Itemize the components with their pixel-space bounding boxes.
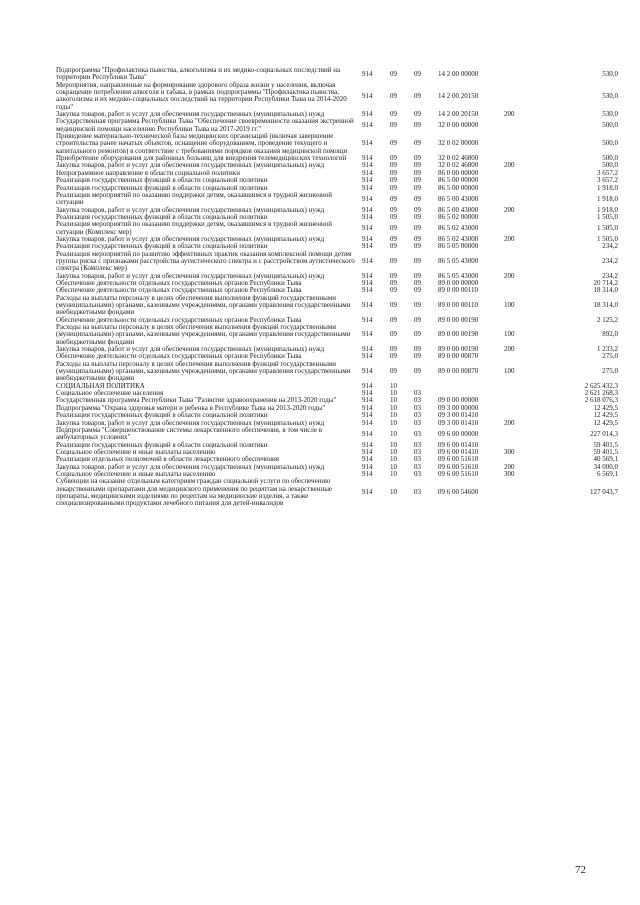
row-expense-type	[504, 118, 534, 133]
row-sum: 1 918,0	[597, 183, 618, 192]
row-name: СОЦИАЛЬНАЯ ПОЛИТИКА	[56, 381, 145, 390]
row-name: Подпрограмма "Охрана здоровья матери и ребенка в Республике Тыва на 2013-2020 годы"	[56, 403, 326, 412]
row-target: 09 0 00 00000	[438, 396, 479, 405]
row-expense-type	[504, 221, 534, 236]
row-sum: 1 918,0	[597, 205, 618, 214]
row-section: 09	[390, 194, 397, 203]
row-target: 89 0 00 00190	[438, 330, 479, 339]
row-expense-type: 100	[504, 330, 515, 339]
row-code: 914	[362, 301, 373, 309]
row-section: 09	[390, 242, 397, 251]
row-sum: 500,0	[602, 161, 618, 170]
row-expense-type	[504, 67, 534, 82]
row-sum: 234,2	[602, 271, 618, 280]
row-section: 10	[390, 418, 397, 427]
table-row	[56, 192, 618, 207]
row-section: 10	[390, 455, 397, 464]
row-code: 914	[362, 286, 373, 295]
row-section: 09	[390, 234, 397, 243]
row-expense-type: 200	[504, 418, 515, 427]
row-target: 09 6 00 51610	[438, 462, 479, 471]
row-expense-type	[504, 478, 534, 507]
row-code: 914	[362, 462, 373, 471]
row-code: 914	[362, 345, 373, 354]
row-sum: 2 125,2	[597, 315, 618, 324]
row-name: Государственная программа Республики Тыва "Развитие здравоохранения на 2013-2020 годы"	[56, 396, 337, 405]
row-target: 89 0 00 00870	[438, 352, 479, 361]
row-subsection: 09	[414, 271, 421, 280]
row-sum: 59 401,5	[593, 440, 618, 449]
row-expense-type	[504, 353, 534, 360]
row-subsection: 09	[414, 212, 421, 221]
row-subsection: 03	[414, 455, 421, 464]
row-target: 86 5 05 43000	[438, 271, 479, 280]
row-name: Обеспечение деятельности отдельных государственных органов Республики Тыва	[56, 352, 302, 361]
row-name: Закупка товаров, работ и услуг для обеспечения государственных (муниципальных) нужд	[56, 271, 325, 280]
row-code: 914	[362, 352, 373, 361]
row-name: Закупка товаров, работ и услуг для обеспечения государственных (муниципальных) нужд	[56, 110, 325, 119]
row-code: 914	[362, 176, 373, 185]
row-target: 09 3 00 00000	[438, 403, 479, 412]
row-name: Обеспечение деятельности отдельных государственных органов Республики Тыва	[56, 286, 302, 295]
row-name: Закупка товаров, работ и услуг для обеспечения государственных (муниципальных) нужд	[56, 161, 325, 170]
row-target: 09 6 00 51610	[438, 469, 479, 478]
row-section: 09	[390, 367, 397, 376]
row-subsection: 03	[414, 469, 421, 478]
row-subsection: 09	[414, 168, 421, 177]
row-sum: 500,0	[602, 154, 618, 163]
row-code: 914	[362, 403, 373, 412]
page-number: 72	[575, 864, 586, 876]
row-section: 09	[390, 69, 397, 78]
row-subsection: 09	[414, 69, 421, 78]
row-name: Обеспечение деятельности отдельных государственных органов Республики Тыва	[56, 278, 302, 287]
row-code: 914	[362, 278, 373, 287]
row-code: 914	[362, 110, 373, 119]
row-subsection: 09	[414, 278, 421, 287]
row-name: Реализация мероприятий по оказанию поддержки детям, оказавшимся в трудной жизненной ситуации (Комплекс мер)	[56, 220, 332, 236]
row-section: 09	[390, 330, 397, 339]
row-expense-type	[504, 390, 534, 397]
row-target: 86 5 02 43000	[438, 234, 479, 243]
row-name: Подпрограмма "Совершенствование системы лекарственного обеспечения, в том числе в амбулаторных условиях"	[56, 425, 322, 442]
row-name: Реализация государственных функций в области социальной политики	[56, 183, 268, 192]
row-subsection: 09	[414, 183, 421, 192]
row-name: Реализация отдельных полномочий в области лекарственного обеспечения	[56, 455, 279, 464]
row-sum: 2 618 076,3	[584, 396, 618, 405]
row-code: 914	[362, 194, 373, 203]
row-subsection: 09	[414, 242, 421, 251]
row-target: 86 5 00 43000	[438, 205, 479, 214]
row-code: 914	[362, 440, 373, 449]
row-section: 10	[390, 488, 397, 497]
row-sum: 12 429,5	[593, 403, 618, 412]
row-section: 10	[390, 447, 397, 456]
row-code: 914	[362, 154, 373, 163]
row-target: 86 5 05 00000	[438, 242, 479, 251]
row-name: Реализация мероприятий по развитию эффективных практик оказания комплексной помощи детям группы риска с признаками расстройства аутистического спектра и с расстройством аутистического спектра (Комплекс мер)	[56, 249, 355, 273]
row-expense-type	[504, 82, 534, 111]
row-section: 09	[390, 212, 397, 221]
row-name: Закупка товаров, работ и услуг для обеспечения государственных (муниципальных) нужд	[56, 462, 325, 471]
row-code: 914	[362, 271, 373, 280]
row-subsection: 03	[414, 488, 421, 497]
row-name: Государственная программа Республики Тыва "Обеспечение своевременности оказания экстренной медицинской помощи населению Республики Тыва на 2017-2019 гг."	[56, 117, 354, 133]
row-expense-type	[504, 177, 534, 184]
row-expense-type	[504, 383, 534, 390]
row-section: 10	[390, 429, 397, 438]
row-section: 09	[390, 345, 397, 354]
row-code: 914	[362, 447, 373, 456]
row-target: 86 5 05 43000	[438, 256, 479, 265]
row-sum: 34 000,0	[593, 462, 618, 471]
row-subsection: 09	[414, 286, 421, 295]
row-name: Приобретение оборудования для районных больниц для внедрения телемедицинских технологий	[56, 154, 347, 163]
row-code: 914	[362, 455, 373, 464]
row-sum: 40 569,1	[593, 455, 618, 464]
row-target: 14 2 00 00000	[438, 69, 479, 78]
row-code: 914	[362, 488, 373, 497]
row-sum: 127 043,7	[590, 488, 618, 497]
row-code: 914	[362, 367, 373, 376]
row-target: 89 0 00 00000	[438, 278, 479, 287]
row-target: 09 6 00 54600	[438, 488, 479, 497]
row-subsection: 03	[414, 462, 421, 471]
row-target: 86 0 00 00000	[438, 168, 479, 177]
row-section: 10	[390, 403, 397, 412]
row-sum: 530,0	[602, 110, 618, 119]
row-code: 914	[362, 381, 373, 390]
row-sum: 227 014,3	[590, 429, 618, 438]
row-target: 32 0 00 00000	[438, 121, 479, 130]
row-expense-type	[504, 243, 534, 250]
row-section: 09	[390, 121, 397, 130]
row-subsection: 09	[414, 161, 421, 170]
row-section: 09	[390, 139, 397, 148]
row-sum: 892,0	[602, 330, 618, 339]
row-code: 914	[362, 205, 373, 214]
row-expense-type: 200	[504, 161, 515, 170]
row-target: 32 0 02 46800	[438, 161, 479, 170]
row-subsection: 09	[414, 223, 421, 232]
row-target: 89 0 00 00110	[438, 286, 478, 295]
row-sum: 20 714,2	[593, 278, 618, 287]
row-name: Расходы на выплаты персоналу в целях обеспечения выполнения функций государственными (муниципальными) органами, казенными учреждениями, органами управления государственными внебюджетными фондами	[56, 293, 351, 317]
row-expense-type: 100	[504, 301, 515, 309]
row-section: 09	[390, 110, 397, 119]
row-section: 09	[390, 301, 397, 309]
row-sum: 18 314,0	[593, 286, 618, 295]
row-subsection: 09	[414, 139, 421, 148]
row-section: 09	[390, 176, 397, 185]
row-sum: 12 429,5	[593, 411, 618, 420]
row-target: 09 6 00 00000	[438, 429, 479, 438]
row-subsection: 09	[414, 154, 421, 163]
row-expense-type: 200	[504, 271, 515, 280]
row-expense-type	[504, 287, 534, 294]
row-sum: 3 657,2	[597, 168, 618, 177]
row-expense-type: 100	[504, 367, 515, 376]
row-subsection: 09	[414, 121, 421, 130]
row-subsection: 03	[414, 403, 421, 412]
row-sum: 2 621 268,3	[584, 389, 618, 398]
row-code: 914	[362, 234, 373, 243]
table-row	[56, 67, 618, 82]
row-section: 09	[390, 278, 397, 287]
row-subsection: 09	[414, 194, 421, 203]
row-name: Закупка товаров, работ и услуг для обеспечения государственных (муниципальных) нужд	[56, 345, 325, 354]
row-subsection: 03	[414, 389, 421, 398]
row-expense-type	[504, 170, 534, 177]
row-section: 09	[390, 168, 397, 177]
row-section: 10	[390, 440, 397, 449]
row-target: 09 6 00 51610	[438, 455, 479, 464]
row-code: 914	[362, 168, 373, 177]
row-section: 09	[390, 223, 397, 232]
row-expense-type	[504, 214, 534, 221]
row-subsection: 09	[414, 110, 421, 119]
row-expense-type	[504, 427, 534, 442]
table-row	[56, 82, 618, 111]
row-code: 914	[362, 429, 373, 438]
row-subsection: 09	[414, 301, 421, 309]
row-expense-type	[504, 405, 534, 412]
row-subsection: 09	[414, 330, 421, 339]
row-subsection: 03	[414, 440, 421, 449]
row-code: 914	[362, 69, 373, 78]
row-code: 914	[362, 242, 373, 251]
table-row	[56, 133, 618, 155]
row-target: 09 6 00 01410	[438, 447, 479, 456]
row-expense-type	[504, 185, 534, 192]
row-subsection: 09	[414, 345, 421, 354]
row-sum: 530,0	[602, 69, 618, 78]
row-name: Реализация государственных функций в области социальной политики	[56, 411, 268, 420]
row-sum: 234,2	[602, 242, 618, 251]
row-target	[438, 383, 504, 390]
row-sum: 1 233,2	[597, 345, 618, 354]
row-sum: 1 505,0	[597, 223, 618, 232]
row-expense-type	[504, 251, 534, 273]
row-code: 914	[362, 161, 373, 170]
row-code: 914	[362, 121, 373, 130]
row-code: 914	[362, 411, 373, 420]
row-name: Реализация государственных функций в области социальной политики	[56, 440, 268, 449]
table-row	[56, 295, 618, 317]
row-subsection: 09	[414, 234, 421, 243]
row-code: 914	[362, 389, 373, 398]
row-expense-type	[504, 192, 534, 207]
row-target: 09 6 00 01410	[438, 440, 479, 449]
row-subsection: 03	[414, 447, 421, 456]
row-code: 914	[362, 91, 373, 100]
row-section: 09	[390, 271, 397, 280]
budget-table	[56, 67, 618, 508]
row-sum: 1 505,0	[597, 212, 618, 221]
row-name: Закупка товаров, работ и услуг для обеспечения государственных (муниципальных) нужд	[56, 234, 325, 243]
table-row	[56, 118, 618, 133]
row-sum: 275,0	[602, 367, 618, 376]
row-code: 914	[362, 315, 373, 324]
row-name: Закупка товаров, работ и услуг для обеспечения государственных (муниципальных) нужд	[56, 205, 325, 214]
table-row	[56, 361, 618, 383]
row-subsection: 03	[414, 411, 421, 420]
row-expense-type	[504, 397, 534, 404]
row-expense-type: 200	[504, 205, 515, 214]
row-target: 32 0 02 46800	[438, 154, 479, 163]
row-section: 09	[390, 286, 397, 295]
row-sum: 2 625 432,3	[584, 381, 618, 390]
table-row	[56, 221, 618, 236]
table-row	[56, 427, 618, 442]
row-subsection: 09	[414, 256, 421, 265]
row-section: 09	[390, 154, 397, 163]
row-target: 09 3 00 01410	[438, 418, 479, 427]
row-section: 10	[390, 462, 397, 471]
row-name: Подпрограмма "Профилактика пьянства, алкоголизма и их медико-социальных последствий на территории Республики Тыва"	[56, 66, 341, 82]
row-name: Приведение материально-технической базы медицинских организаций (включая завершение строительства ранее начатых объектов, оснащение оборудованием, проведение текущего и капитального ремонтов) в соответствие с требованиями порядков оказания медицинской помощи	[56, 132, 348, 155]
row-name: Субвенции на оказание отдельным категориям граждан социальной услуги по обеспечению лекарственными препаратами для медицинского применения по рецептам на лекарственные препараты, медицинскими изделиями по рецептам на медицинские изделия, а также специализированными продуктами лечебного питания для детей-инвалидов	[56, 477, 333, 508]
row-target: 86 5 02 43000	[438, 223, 479, 232]
row-code: 914	[362, 469, 373, 478]
row-name: Социальное обеспечение и иные выплаты населению	[56, 469, 216, 478]
row-code: 914	[362, 396, 373, 405]
row-sum: 275,0	[602, 352, 618, 361]
row-subsection: 03	[414, 418, 421, 427]
row-name: Расходы на выплаты персоналу в целях обеспечения выполнения функций государственными (муниципальными) органами, казенными учреждениями, органами управления государственными внебюджетными фондами	[56, 359, 351, 383]
row-section: 10	[390, 411, 397, 420]
row-sum: 1 505,0	[597, 234, 618, 243]
budget-table-body	[56, 67, 618, 508]
row-code: 914	[362, 418, 373, 427]
row-expense-type	[504, 317, 534, 324]
row-subsection: 09	[414, 91, 421, 100]
row-sum: 6 569,1	[597, 469, 618, 478]
row-sum: 12 429,5	[593, 418, 618, 427]
row-target: 89 0 00 00110	[438, 301, 478, 309]
row-name: Непрограммное направление в области социальной политики	[56, 168, 240, 177]
row-section: 09	[390, 91, 397, 100]
row-expense-type: 200	[504, 345, 515, 354]
row-section: 09	[390, 352, 397, 361]
row-name: Социальное обеспечение населения	[56, 389, 164, 398]
row-sum: 234,2	[602, 256, 618, 265]
row-expense-type: 200	[504, 234, 515, 243]
row-sum: 59 401,5	[593, 447, 618, 456]
row-subsection: 09	[414, 352, 421, 361]
row-expense-type	[504, 280, 534, 287]
row-expense-type: 300	[504, 447, 515, 456]
row-target: 89 0 00 00190	[438, 315, 479, 324]
row-name: Расходы на выплаты персоналу в целях обеспечения выполнения функций государственными (муниципальными) органами, казенными учреждениями, органами управления государственными внебюджетными фондами	[56, 323, 351, 346]
row-sum: 1 918,0	[597, 194, 618, 203]
row-target: 14 2 00 20150	[438, 110, 479, 119]
table-row	[56, 478, 618, 507]
table-row	[56, 324, 618, 346]
row-name: Социальное обеспечение и иные выплаты населению	[56, 447, 216, 456]
row-expense-type: 200	[504, 462, 515, 471]
row-target: 86 5 00 00000	[438, 183, 479, 192]
table-row	[56, 251, 618, 273]
row-section: 10	[390, 389, 397, 398]
row-code: 914	[362, 139, 373, 148]
row-name: Мероприятия, направленные на формирование здорового образа жизни у населения, включая сокращение потребления алкоголя и табака, в рамках подпрограммы "Профилактика пьянства, алкоголизма и их медико-социальных последствий на территории Республики Тыва на 2014-2020 годы"	[56, 80, 347, 111]
row-target: 86 5 00 00000	[438, 176, 479, 185]
row-subsection: 09	[414, 205, 421, 214]
row-name: Реализация мероприятий по оказанию поддержки детям, оказавшимся в трудной жизненной ситуации	[56, 190, 332, 207]
row-target: 89 0 00 00870	[438, 367, 479, 376]
row-section: 10	[390, 396, 397, 405]
row-code: 914	[362, 256, 373, 265]
row-subsection: 09	[414, 367, 421, 376]
row-name: Реализация государственных функций в области социальной политики	[56, 242, 268, 251]
row-section: 10	[390, 381, 397, 390]
row-target: 89 0 00 00190	[438, 345, 479, 354]
row-section: 09	[390, 256, 397, 265]
row-subsection: 09	[414, 176, 421, 185]
row-target: 14 2 00 20150	[438, 91, 479, 100]
row-sum: 18 314,0	[593, 301, 618, 309]
row-section: 10	[390, 469, 397, 478]
row-code: 914	[362, 212, 373, 221]
row-name: Обеспечение деятельности отдельных государственных органов Республики Тыва	[56, 315, 302, 324]
row-code: 914	[362, 183, 373, 192]
row-sum: 500,0	[602, 139, 618, 148]
row-target: 86 5 00 43000	[438, 194, 479, 203]
row-target: 09 3 00 01410	[438, 411, 479, 420]
row-name: Закупка товаров, работ и услуг для обеспечения государственных (муниципальных) нужд	[56, 418, 325, 427]
row-subsection: 09	[414, 315, 421, 324]
row-section: 09	[390, 183, 397, 192]
row-target: 86 5 02 00000	[438, 212, 479, 221]
row-code: 914	[362, 223, 373, 232]
row-section: 09	[390, 205, 397, 214]
row-section: 09	[390, 315, 397, 324]
row-sum: 500,0	[602, 121, 618, 130]
row-target: 32 0 02 00000	[438, 139, 479, 148]
row-expense-type	[504, 133, 534, 155]
row-subsection: 03	[414, 396, 421, 405]
row-subsection: 03	[414, 429, 421, 438]
row-name: Реализация государственных функций в области социальной политики	[56, 212, 268, 221]
row-sum: 530,0	[602, 91, 618, 100]
row-section: 09	[390, 161, 397, 170]
row-expense-type: 300	[504, 469, 515, 478]
row-sum: 3 657,2	[597, 176, 618, 185]
row-expense-type: 200	[504, 110, 515, 119]
row-code: 914	[362, 330, 373, 339]
row-name: Реализация государственных функций в области социальной политики	[56, 176, 268, 185]
